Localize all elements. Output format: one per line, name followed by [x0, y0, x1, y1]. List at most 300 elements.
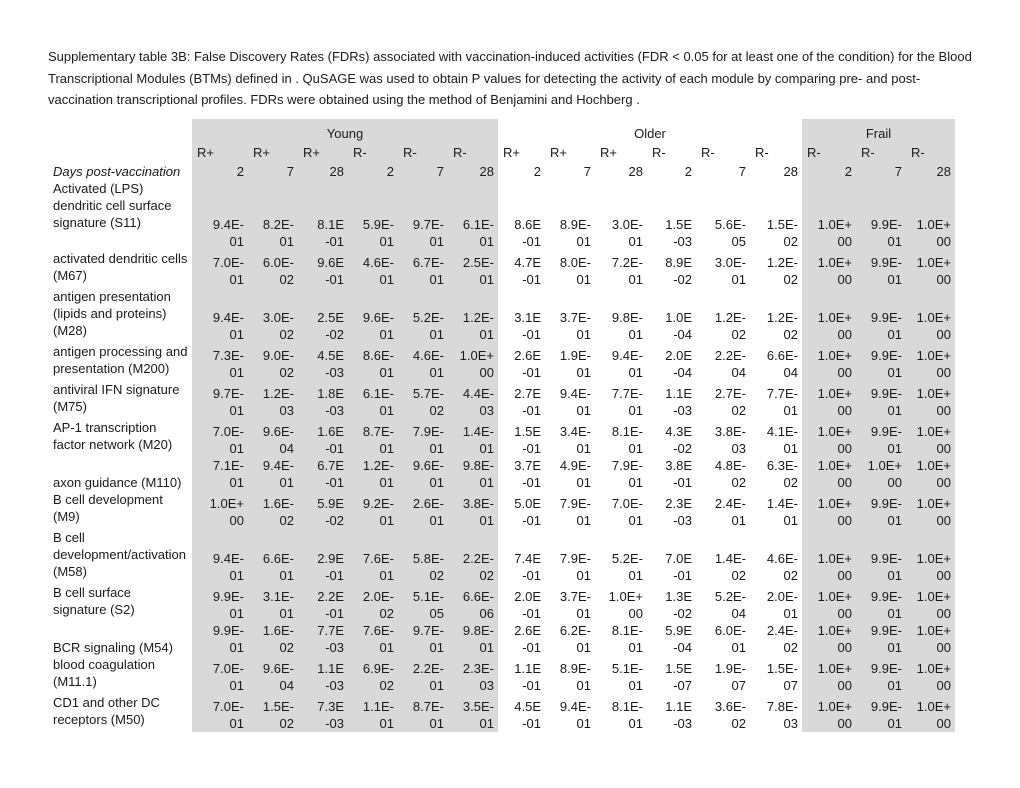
fdr-cell	[498, 622, 545, 656]
fdr-exponent: 01	[379, 475, 394, 490]
fdr-mantissa: 4.1E-	[766, 424, 798, 439]
fdr-mantissa: 9.6E-	[412, 458, 444, 473]
table-body	[48, 180, 955, 732]
fdr-cell	[398, 457, 448, 491]
fdr-cell	[448, 250, 498, 288]
fdr-cell	[696, 343, 750, 381]
fdr-exponent: 01	[628, 441, 643, 456]
days-header: 2	[802, 161, 856, 180]
table-row	[48, 457, 955, 491]
fdr-mantissa: 7.3E	[317, 699, 344, 714]
module-label: activated dendritic cells (M67)	[53, 251, 188, 283]
fdr-mantissa: 3.0E-	[262, 310, 294, 325]
fdr-cell	[696, 584, 750, 622]
group-young: Young	[192, 119, 498, 142]
fdr-cell	[856, 457, 906, 491]
fdr-exponent: 04	[279, 678, 294, 693]
fdr-exponent: -01	[673, 475, 692, 490]
fdr-mantissa: 1.2E-	[714, 310, 746, 325]
fdr-mantissa: 9.4E-	[212, 217, 244, 232]
fdr-exponent: 00	[887, 475, 902, 490]
fdr-mantissa: 1.0E+	[916, 310, 951, 325]
fdr-mantissa: 1.5E-	[766, 217, 798, 232]
fdr-cell	[802, 343, 856, 381]
fdr-exponent: 04	[279, 441, 294, 456]
days-header: 2	[533, 164, 541, 179]
fdr-cell	[248, 529, 298, 584]
fdr-mantissa: 9.9E-	[870, 348, 902, 363]
fdr-exponent: 01	[576, 234, 591, 249]
fdr-exponent: 01	[628, 234, 643, 249]
fdr-mantissa: 5.9E-	[362, 217, 394, 232]
fdr-cell	[192, 250, 248, 288]
fdr-exponent: 01	[783, 403, 798, 418]
fdr-mantissa: 1.5E	[665, 217, 692, 232]
fdr-cell	[498, 180, 545, 250]
fdr-cell	[248, 491, 298, 529]
fdr-cell	[298, 656, 348, 694]
fdr-exponent: 00	[837, 640, 852, 655]
fdr-cell	[802, 381, 856, 419]
fdr-mantissa: 9.7E-	[412, 217, 444, 232]
fdr-mantissa: 1.0E+	[817, 255, 852, 270]
fdr-exponent: 01	[628, 365, 643, 380]
fdr-mantissa: 8.1E	[317, 217, 344, 232]
table-row	[48, 419, 955, 457]
fdr-cell	[802, 622, 856, 656]
fdr-mantissa: 5.2E-	[412, 310, 444, 325]
fdr-exponent: 01	[628, 272, 643, 287]
fdr-exponent: 01	[783, 606, 798, 621]
fdr-cell	[647, 288, 696, 343]
fdr-exponent: -01	[325, 234, 344, 249]
fdr-exponent: 01	[429, 475, 444, 490]
fdr-cell	[906, 529, 955, 584]
fdr-exponent: 02	[279, 640, 294, 655]
fdr-cell	[906, 180, 955, 250]
fdr-mantissa: 6.7E-	[412, 255, 444, 270]
fdr-mantissa: 3.7E-	[559, 589, 591, 604]
fdr-mantissa: 4.4E-	[462, 386, 494, 401]
fdr-exponent: 00	[837, 365, 852, 380]
fdr-mantissa: 5.1E-	[412, 589, 444, 604]
fdr-mantissa: 1.2E-	[362, 458, 394, 473]
fdr-mantissa: 7.6E-	[362, 551, 394, 566]
fdr-mantissa: 2.3E-	[462, 661, 494, 676]
fdr-cell	[750, 288, 802, 343]
days-header: 2	[192, 161, 248, 180]
days-header: 28	[628, 164, 643, 179]
fdr-cell	[248, 381, 298, 419]
fdr-mantissa: 2.2E	[317, 589, 344, 604]
fdr-mantissa: 9.9E-	[870, 551, 902, 566]
fdr-mantissa: 4.7E	[514, 255, 541, 270]
fdr-mantissa: 3.5E-	[462, 699, 494, 714]
fdr-cell	[248, 584, 298, 622]
fdr-mantissa: 1.0E+	[916, 661, 951, 676]
fdr-mantissa: 9.9E-	[212, 623, 244, 638]
fdr-exponent: 00	[936, 716, 951, 731]
fdr-exponent: 01	[429, 640, 444, 655]
fdr-exponent: 07	[783, 678, 798, 693]
fdr-cell	[448, 491, 498, 529]
fdr-exponent: -02	[673, 606, 692, 621]
fdr-cell	[802, 250, 856, 288]
fdr-cell	[398, 622, 448, 656]
fdr-exponent: 02	[429, 403, 444, 418]
fdr-exponent: 01	[379, 327, 394, 342]
fdr-cell	[595, 288, 647, 343]
fdr-cell	[348, 457, 398, 491]
fdr-cell	[906, 584, 955, 622]
fdr-cell	[802, 694, 856, 732]
fdr-mantissa: 9.6E-	[262, 661, 294, 676]
fdr-exponent: 01	[628, 513, 643, 528]
fdr-mantissa: 5.7E-	[412, 386, 444, 401]
fdr-cell	[348, 584, 398, 622]
fdr-exponent: 01	[429, 272, 444, 287]
fdr-exponent: 01	[576, 272, 591, 287]
table-row	[48, 622, 955, 656]
fdr-mantissa: 5.2E-	[611, 551, 643, 566]
fdr-cell	[192, 180, 248, 250]
fdr-mantissa: 1.0E+	[916, 551, 951, 566]
fdr-cell	[192, 656, 248, 694]
fdr-exponent: 01	[576, 475, 591, 490]
fdr-cell	[595, 656, 647, 694]
fdr-mantissa: 4.6E-	[412, 348, 444, 363]
fdr-mantissa: 1.0E+	[916, 699, 951, 714]
fdr-exponent: -03	[673, 716, 692, 731]
fdr-exponent: 00	[936, 475, 951, 490]
fdr-mantissa: 1.0E+	[608, 589, 643, 604]
fdr-mantissa: 5.9E	[665, 623, 692, 638]
fdr-mantissa: 5.1E-	[611, 661, 643, 676]
fdr-cell	[595, 457, 647, 491]
condition-header: R-	[652, 145, 666, 160]
fdr-cell	[348, 694, 398, 732]
fdr-exponent: 01	[628, 327, 643, 342]
fdr-exponent: 01	[229, 327, 244, 342]
fdr-cell	[545, 381, 595, 419]
fdr-exponent: 01	[887, 234, 902, 249]
fdr-cell	[696, 529, 750, 584]
fdr-mantissa: 6.0E-	[714, 623, 746, 638]
fdr-exponent: 01	[229, 606, 244, 621]
fdr-mantissa: 1.1E	[317, 661, 344, 676]
module-label: BCR signaling (M54)	[53, 640, 173, 655]
fdr-mantissa: 1.5E-	[262, 699, 294, 714]
fdr-exponent: 01	[576, 365, 591, 380]
fdr-cell	[545, 656, 595, 694]
fdr-cell	[298, 584, 348, 622]
fdr-cell	[348, 381, 398, 419]
fdr-cell	[856, 622, 906, 656]
fdr-cell	[545, 250, 595, 288]
fdr-cell	[906, 491, 955, 529]
fdr-mantissa: 1.0E	[665, 310, 692, 325]
fdr-exponent: 01	[429, 513, 444, 528]
fdr-cell	[750, 529, 802, 584]
fdr-mantissa: 2.6E	[514, 623, 541, 638]
fdr-exponent: 01	[229, 441, 244, 456]
days-header: 28	[906, 161, 955, 180]
condition-header: R+	[298, 142, 348, 161]
fdr-cell	[595, 180, 647, 250]
fdr-exponent: 01	[479, 513, 494, 528]
fdr-mantissa: 7.8E-	[766, 699, 798, 714]
fdr-cell	[856, 694, 906, 732]
fdr-exponent: 00	[936, 513, 951, 528]
fdr-exponent: -07	[673, 678, 692, 693]
fdr-exponent: 01	[731, 640, 746, 655]
fdr-cell	[906, 694, 955, 732]
fdr-mantissa: 1.0E+	[916, 458, 951, 473]
fdr-mantissa: 6.9E-	[362, 661, 394, 676]
fdr-cell	[856, 343, 906, 381]
fdr-mantissa: 9.8E-	[462, 458, 494, 473]
fdr-mantissa: 9.7E-	[412, 623, 444, 638]
fdr-cell	[906, 381, 955, 419]
fdr-exponent: 01	[429, 716, 444, 731]
fdr-exponent: 01	[429, 234, 444, 249]
fdr-cell	[248, 419, 298, 457]
fdr-exponent: 01	[379, 513, 394, 528]
fdr-exponent: 01	[429, 327, 444, 342]
fdr-exponent: 02	[379, 678, 394, 693]
fdr-mantissa: 2.4E-	[714, 496, 746, 511]
condition-row	[48, 142, 955, 161]
fdr-mantissa: 4.5E	[317, 348, 344, 363]
fdr-exponent: 05	[429, 606, 444, 621]
fdr-exponent: 01	[479, 441, 494, 456]
fdr-mantissa: 8.1E-	[611, 699, 643, 714]
fdr-exponent: 01	[887, 606, 902, 621]
fdr-exponent: 01	[479, 272, 494, 287]
fdr-mantissa: 9.9E-	[870, 589, 902, 604]
fdr-mantissa: 1.2E-	[766, 255, 798, 270]
fdr-exponent: 01	[429, 441, 444, 456]
days-header: 7	[248, 161, 298, 180]
fdr-exponent: 04	[783, 365, 798, 380]
days-header: 7	[398, 161, 448, 180]
fdr-mantissa: 9.8E-	[611, 310, 643, 325]
corner-cell	[48, 119, 192, 142]
table-row	[48, 694, 955, 732]
fdr-mantissa: 7.0E-	[212, 424, 244, 439]
fdr-exponent: 02	[279, 272, 294, 287]
fdr-cell	[647, 250, 696, 288]
fdr-mantissa: 2.2E-	[714, 348, 746, 363]
fdr-exponent: 00	[837, 716, 852, 731]
fdr-cell	[298, 529, 348, 584]
fdr-mantissa: 4.6E-	[766, 551, 798, 566]
fdr-cell	[498, 250, 545, 288]
condition-header: R+	[600, 145, 617, 160]
fdr-exponent: 01	[628, 403, 643, 418]
fdr-exponent: 02	[783, 475, 798, 490]
fdr-exponent: 01	[628, 640, 643, 655]
fdr-mantissa: 3.6E-	[714, 699, 746, 714]
fdr-exponent: -04	[673, 365, 692, 380]
fdr-exponent: 00	[837, 234, 852, 249]
fdr-mantissa: 7.9E-	[559, 496, 591, 511]
fdr-mantissa: 7.3E-	[212, 348, 244, 363]
fdr-mantissa: 1.4E-	[714, 551, 746, 566]
table-row	[48, 343, 955, 381]
fdr-mantissa: 1.0E+	[817, 661, 852, 676]
fdr-cell	[348, 491, 398, 529]
module-label: CD1 and other DC receptors (M50)	[53, 695, 160, 727]
fdr-cell	[906, 250, 955, 288]
fdr-cell	[448, 529, 498, 584]
fdr-exponent: 01	[887, 716, 902, 731]
fdr-exponent: 01	[576, 513, 591, 528]
fdr-mantissa: 2.7E	[514, 386, 541, 401]
fdr-cell	[298, 180, 348, 250]
days-row	[48, 161, 955, 180]
fdr-exponent: 02	[731, 568, 746, 583]
table-row	[48, 584, 955, 622]
fdr-exponent: 00	[936, 365, 951, 380]
fdr-exponent: 01	[429, 678, 444, 693]
fdr-mantissa: 2.0E-	[766, 589, 798, 604]
fdr-exponent: 00	[936, 640, 951, 655]
fdr-cell	[906, 419, 955, 457]
fdr-mantissa: 1.0E+	[916, 386, 951, 401]
fdr-exponent: 01	[229, 272, 244, 287]
fdr-cell	[192, 529, 248, 584]
fdr-cell	[348, 288, 398, 343]
fdr-exponent: 03	[479, 678, 494, 693]
fdr-cell	[398, 288, 448, 343]
fdr-cell	[750, 491, 802, 529]
fdr-mantissa: 3.1E-	[262, 589, 294, 604]
fdr-cell	[498, 694, 545, 732]
fdr-mantissa: 1.1E	[514, 661, 541, 676]
fdr-exponent: 00	[936, 441, 951, 456]
fdr-mantissa: 1.0E+	[916, 424, 951, 439]
fdr-cell	[192, 381, 248, 419]
fdr-exponent: 01	[628, 716, 643, 731]
fdr-mantissa: 1.2E-	[262, 386, 294, 401]
fdr-cell	[545, 694, 595, 732]
fdr-exponent: 01	[479, 475, 494, 490]
fdr-mantissa: 7.7E-	[766, 386, 798, 401]
fdr-cell	[298, 381, 348, 419]
fdr-mantissa: 5.9E	[317, 496, 344, 511]
fdr-exponent: -01	[522, 327, 541, 342]
fdr-cell	[448, 343, 498, 381]
fdr-cell	[595, 250, 647, 288]
fdr-mantissa: 9.6E-	[362, 310, 394, 325]
fdr-exponent: 01	[479, 716, 494, 731]
fdr-exponent: 00	[837, 441, 852, 456]
fdr-mantissa: 6.1E-	[362, 386, 394, 401]
fdr-mantissa: 1.1E-	[362, 699, 394, 714]
condition-label-cell	[48, 142, 192, 161]
fdr-mantissa: 7.6E-	[362, 623, 394, 638]
fdr-exponent: 01	[229, 568, 244, 583]
fdr-mantissa: 7.9E-	[412, 424, 444, 439]
fdr-exponent: 00	[837, 568, 852, 583]
fdr-exponent: 01	[279, 475, 294, 490]
fdr-mantissa: 1.0E+	[209, 496, 244, 511]
fdr-exponent: 02	[279, 716, 294, 731]
fdr-cell	[856, 529, 906, 584]
fdr-mantissa: 8.6E-	[362, 348, 394, 363]
fdr-exponent: 01	[479, 234, 494, 249]
fdr-exponent: 01	[576, 403, 591, 418]
fdr-exponent: 02	[731, 475, 746, 490]
fdr-cell	[750, 656, 802, 694]
table-row	[48, 180, 955, 250]
fdr-mantissa: 3.8E-	[462, 496, 494, 511]
condition-header: R-	[906, 142, 955, 161]
fdr-cell	[348, 419, 398, 457]
fdr-cell	[192, 457, 248, 491]
fdr-exponent: 02	[783, 272, 798, 287]
fdr-cell	[696, 180, 750, 250]
module-label: axon guidance (M110)	[53, 475, 182, 490]
fdr-cell	[545, 457, 595, 491]
fdr-mantissa: 7.0E-	[212, 699, 244, 714]
fdr-cell	[750, 622, 802, 656]
fdr-mantissa: 2.4E-	[766, 623, 798, 638]
fdr-exponent: 00	[837, 606, 852, 621]
fdr-cell	[248, 694, 298, 732]
fdr-cell	[248, 180, 298, 250]
fdr-exponent: 01	[379, 365, 394, 380]
fdr-exponent: 07	[731, 678, 746, 693]
fdr-mantissa: 9.9E-	[870, 217, 902, 232]
fdr-mantissa: 1.2E-	[766, 310, 798, 325]
fdr-cell	[750, 250, 802, 288]
fdr-mantissa: 1.0E+	[916, 623, 951, 638]
fdr-mantissa: 9.4E-	[559, 386, 591, 401]
fdr-exponent: 02	[279, 365, 294, 380]
fdr-cell	[647, 584, 696, 622]
fdr-exponent: 01	[628, 568, 643, 583]
fdr-exponent: -01	[522, 365, 541, 380]
fdr-cell	[802, 457, 856, 491]
fdr-cell	[647, 457, 696, 491]
fdr-exponent: -01	[325, 606, 344, 621]
fdr-mantissa: 7.7E-	[611, 386, 643, 401]
fdr-cell	[348, 622, 398, 656]
condition-header: R-	[448, 142, 498, 161]
fdr-mantissa: 2.2E-	[462, 551, 494, 566]
fdr-mantissa: 5.6E-	[714, 217, 746, 232]
fdr-cell	[750, 381, 802, 419]
module-label: B cell development (M9)	[53, 492, 163, 524]
fdr-mantissa: 3.8E	[665, 458, 692, 473]
fdr-cell	[545, 180, 595, 250]
fdr-cell	[498, 491, 545, 529]
fdr-mantissa: 7.1E-	[212, 458, 244, 473]
fdr-exponent: -01	[522, 568, 541, 583]
fdr-cell	[498, 419, 545, 457]
days-header: 7	[583, 164, 591, 179]
fdr-mantissa: 7.0E-	[212, 255, 244, 270]
fdr-exponent: -01	[325, 272, 344, 287]
module-label: B cell development/activation (M58)	[53, 530, 186, 579]
fdr-cell	[498, 381, 545, 419]
fdr-cell	[398, 529, 448, 584]
fdr-cell	[298, 622, 348, 656]
fdr-mantissa: 9.4E-	[212, 310, 244, 325]
fdr-exponent: 01	[628, 475, 643, 490]
